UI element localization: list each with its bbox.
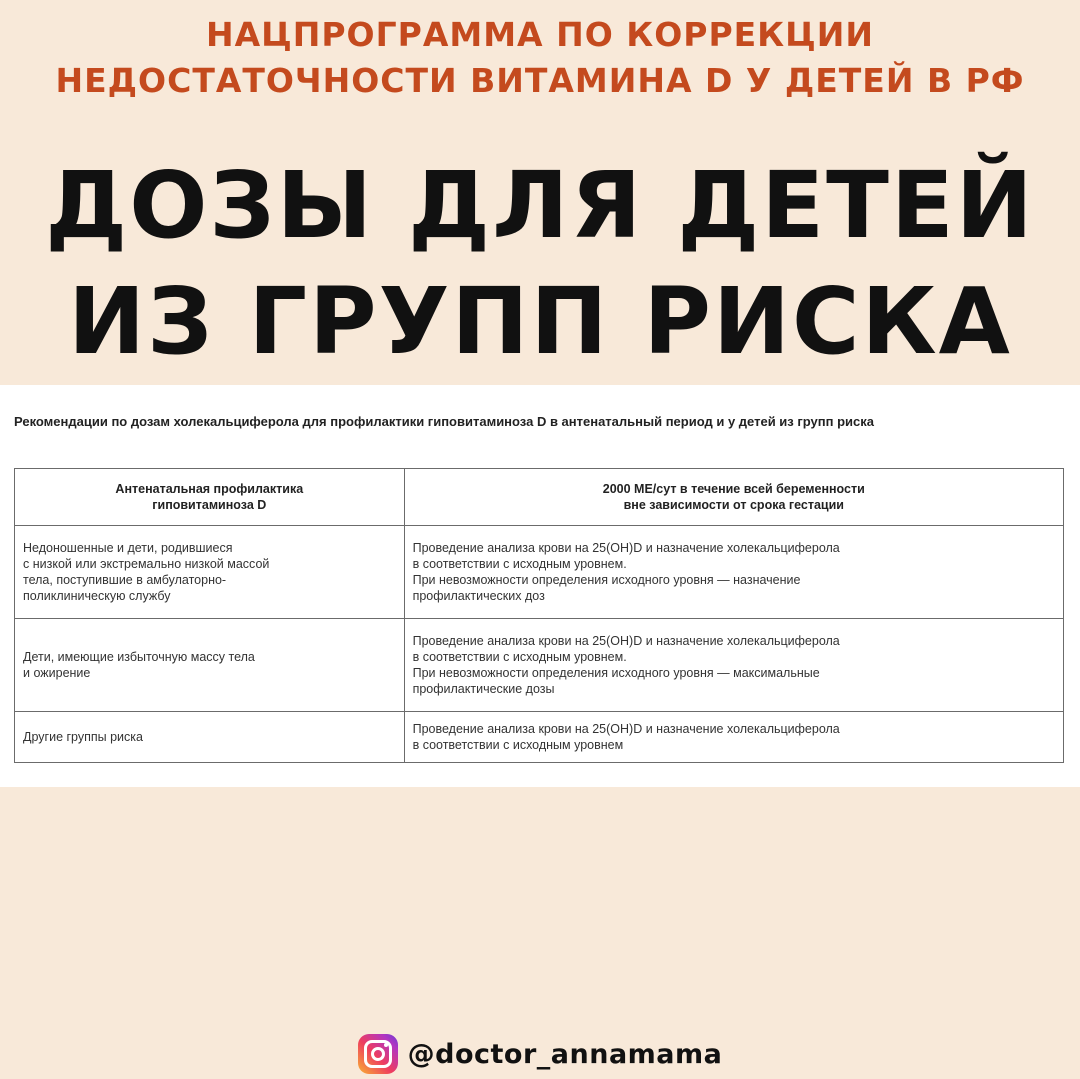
cell-line: в соответствии с исходным уровнем. bbox=[412, 650, 627, 664]
cell-line: и ожирение bbox=[23, 666, 91, 680]
cell-line: Проведение анализа крови на 25(OH)D и назначение холекальциферола bbox=[412, 722, 840, 736]
header-cell-left bbox=[15, 469, 405, 526]
header-left-line: гиповитаминоза D bbox=[152, 498, 267, 512]
table-caption: Рекомендации по дозам холекальциферола для профилактики гиповитаминоза D в антенатальный период и у детей из групп риска bbox=[14, 414, 875, 429]
row-group-cell bbox=[15, 712, 405, 763]
cell-line: профилактические дозы bbox=[412, 682, 555, 696]
subtitle-line-2: НЕДОСТАТОЧНОСТИ ВИТАМИНА D У ДЕТЕЙ В РФ bbox=[55, 61, 1025, 100]
row-group-cell bbox=[15, 619, 405, 712]
cell-line: Другие группы риска bbox=[23, 730, 143, 744]
cell-line: профилактических доз bbox=[412, 589, 545, 603]
row-recommendation-cell bbox=[404, 619, 1063, 712]
header-cell-right bbox=[404, 469, 1063, 526]
cell-line: с низкой или экстремально низкой массой bbox=[23, 557, 270, 571]
cell-line: в соответствии с исходным уровнем. bbox=[412, 557, 627, 571]
header-right-line: вне зависимости от срока гестации bbox=[623, 498, 844, 512]
header-right-line: 2000 МЕ/сут в течение всей беременности bbox=[602, 482, 865, 496]
cell-line: При невозможности определения исходного уровня — назначение bbox=[412, 573, 801, 587]
row-recommendation-cell bbox=[404, 526, 1063, 619]
main-title bbox=[0, 148, 1080, 380]
cell-line: в соответствии с исходным уровнем bbox=[412, 738, 624, 752]
table-row bbox=[15, 526, 1064, 619]
table-row bbox=[15, 712, 1064, 763]
cell-line: Проведение анализа крови на 25(OH)D и назначение холекальциферола bbox=[412, 541, 840, 555]
title-line-2: ИЗ ГРУПП РИСКА bbox=[68, 268, 1012, 375]
footer bbox=[0, 1034, 1080, 1074]
table-panel bbox=[0, 385, 1080, 787]
title-line-1: ДОЗЫ ДЛЯ ДЕТЕЙ bbox=[45, 152, 1035, 259]
instagram-icon bbox=[358, 1034, 398, 1074]
subtitle-line-1: НАЦПРОГРАММА ПО КОРРЕКЦИИ bbox=[205, 15, 875, 54]
header-left-line: Антенатальная профилактика bbox=[115, 482, 304, 496]
dosage-table bbox=[14, 468, 1064, 763]
table-row bbox=[15, 619, 1064, 712]
cell-line: тела, поступившие в амбулаторно- bbox=[23, 573, 227, 587]
table-header-row bbox=[15, 469, 1064, 526]
instagram-handle: @doctor_annamama bbox=[407, 1038, 723, 1070]
cell-line: При невозможности определения исходного уровня — максимальные bbox=[412, 666, 820, 680]
cell-line: Недоношенные и дети, родившиеся bbox=[23, 541, 233, 555]
row-recommendation-cell bbox=[404, 712, 1063, 763]
row-group-cell bbox=[15, 526, 405, 619]
cell-line: поликлиническую службу bbox=[23, 589, 171, 603]
cell-line: Проведение анализа крови на 25(OH)D и назначение холекальциферола bbox=[412, 634, 840, 648]
program-subtitle bbox=[0, 12, 1080, 104]
cell-line: Дети, имеющие избыточную массу тела bbox=[23, 650, 255, 664]
